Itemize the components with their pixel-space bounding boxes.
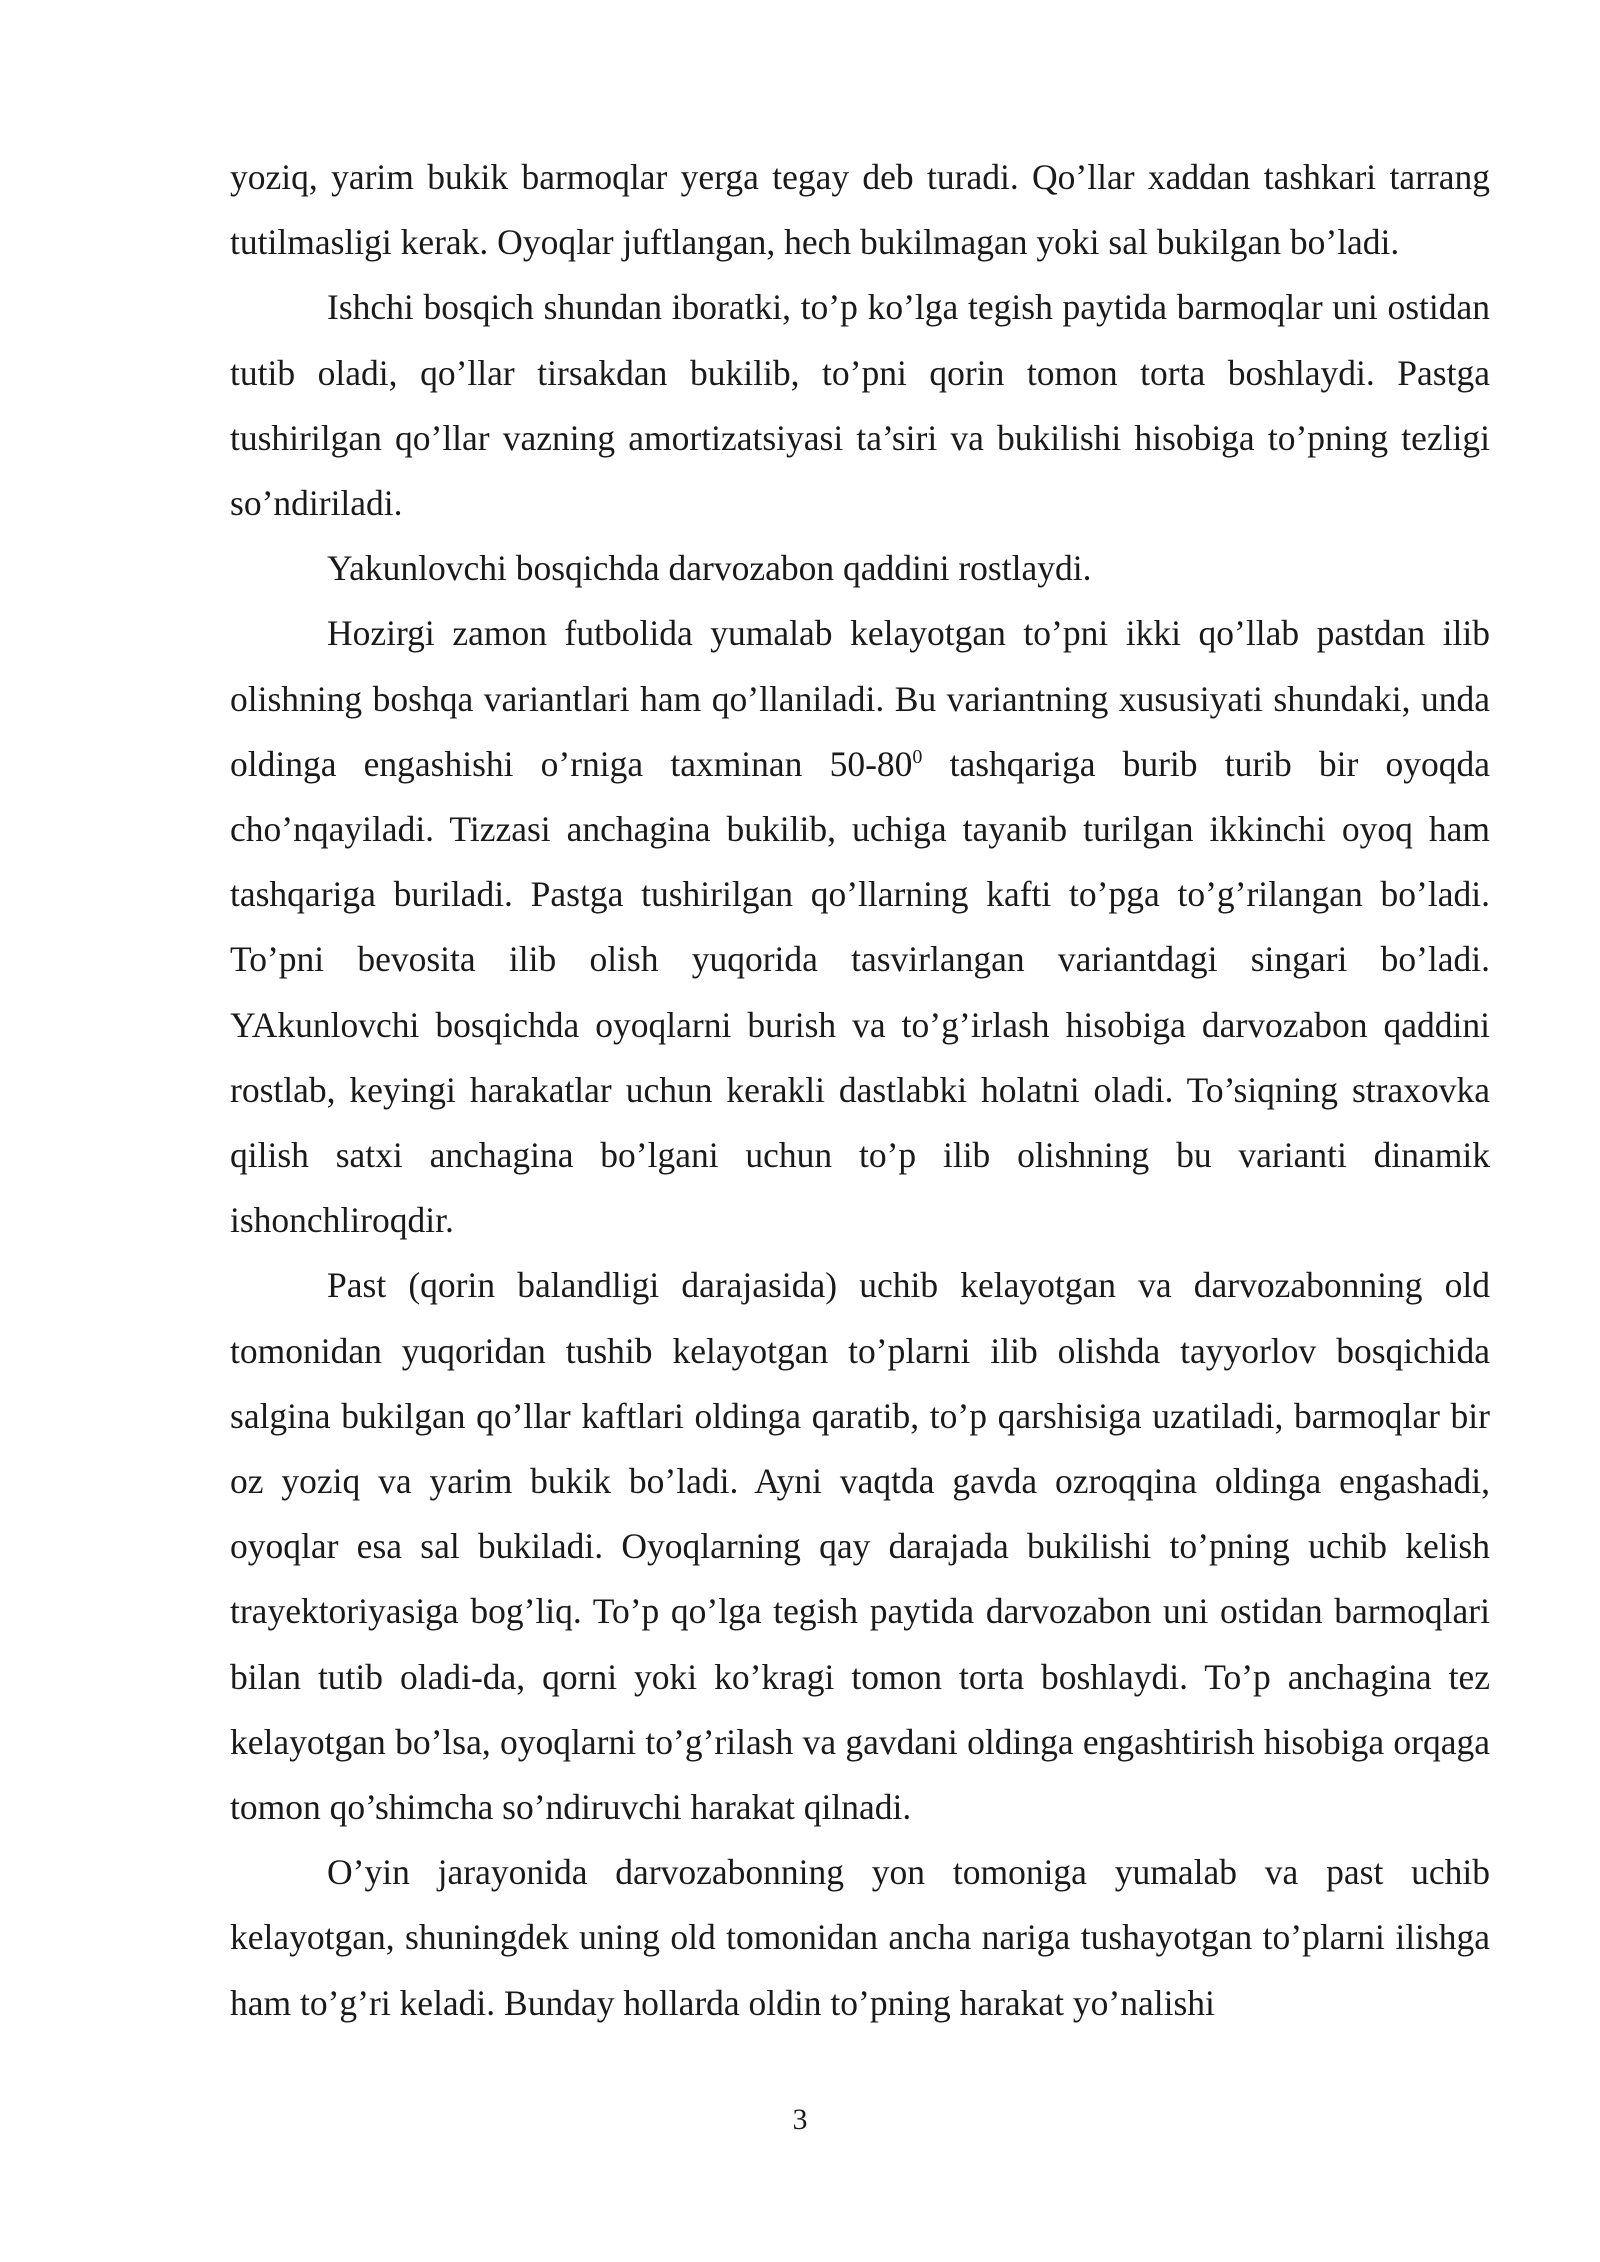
page-number: 3 [792,2103,808,2136]
paragraph-final-phase: Yakunlovchi bosqichda darvozabon qaddini rostlaydi. [327,548,1092,589]
document-body [230,145,1490,2036]
paragraph-working-phase: Ishchi bosqich shundan iboratki, to’p ko’lga tegish paytida barmoqlar uni ostidan tutib oladi, qo’llar tirsakdan bukilib, to’pni qorin tomon torta boshlaydi. Pastga tushirilgan qo’llar vazning amortizatsiyasi ta’siri va bukilishi hisobiga to’pning tezligi so’ndiriladi. [230,287,1490,524]
paragraph-side-ball-catch: O’yin jarayonida darvozabonning yon tomoniga yumalab va past uchib kelayotgan, shuningdek uning old tomonidan ancha nariga tushayotgan to’plarni ilishga ham to’g’ri keladi. Bunday hollarda oldin to’pning harakat yo’nalishi [230,1852,1490,2023]
paragraph-low-ball-catch: Past (qorin balandligi darajasida) uchib kelayotgan va darvozabonning old tomonidan yuqoridan tushib kelayotgan to’plarni ilib olishda tayyorlov bosqichida salgina bukilgan qo’llar kaftlari oldinga qaratib, to’p qarshisiga uzatiladi, barmoqlar bir oz yoziq va yarim bukik bo’ladi. Ayni vaqtda gavda ozroqqina oldinga engashadi, oyoqlar esa sal bukiladi. Oyoqlarning qay darajada bukilishi to’pning uchib kelish trayektoriyasiga bog’liq. To’p qo’lga tegish paytida darvozabon uni ostidan barmoqlari bilan tutib oladi-da, qorni yoki ko’kragi tomon torta boshlaydi. To’p anchagina tez kelayotgan bo’lsa, oyoqlarni to’g’rilash va gavdani oldinga engashtirish hisobiga orqaga tomon qo’shimcha so’ndiruvchi harakat qilnadi. [230,1265,1490,1828]
paragraph-text-part: Hozirgi zamon futbolida yumalab kelayotgan to’pni ikki qo’llab pastdan ilib olishning boshqa variantlari ham qo’llaniladi. Bu variantning xususiyati shundaki, unda oldinga engashishi o’rniga taxminan 50-80 [230,613,1490,784]
degree-superscript: 0 [912,746,923,768]
paragraph-text-part: tashqariga burib turib bir oyoqda cho’nqayiladi. Tizzasi anchagina bukilib, uchiga tayanib turilgan ikkinchi oyoq ham tashqariga buriladi. Pastga tushirilgan qo’llarning kafti to’pga to’g’rilangan bo’ladi. To’pni bevosita ilib olish yuqorida tasvirlangan variantdagi singari bo’ladi. YAkunlovchi bosqichda oyoqlarni burish va to’g’irlash hisobiga darvozabon qaddini rostlab, keyingi harakatlar uchun kerakli dastlabki holatni oladi. To’siqning straxovka qilish satxi anchagina bo’lgani uchun to’p ilib olishning bu varianti dinamik ishonchliroqdir. [230,743,1491,1241]
paragraph-continuation: yoziq, yarim bukik barmoqlar yerga tegay deb turadi. Qo’llar xaddan tashkari tarrang tutilmasligi kerak. Oyoqlar juftlangan, hech bukilmagan yoki sal bukilgan bo’ladi. [230,157,1490,263]
paragraph-modern-variant [230,601,1490,1253]
